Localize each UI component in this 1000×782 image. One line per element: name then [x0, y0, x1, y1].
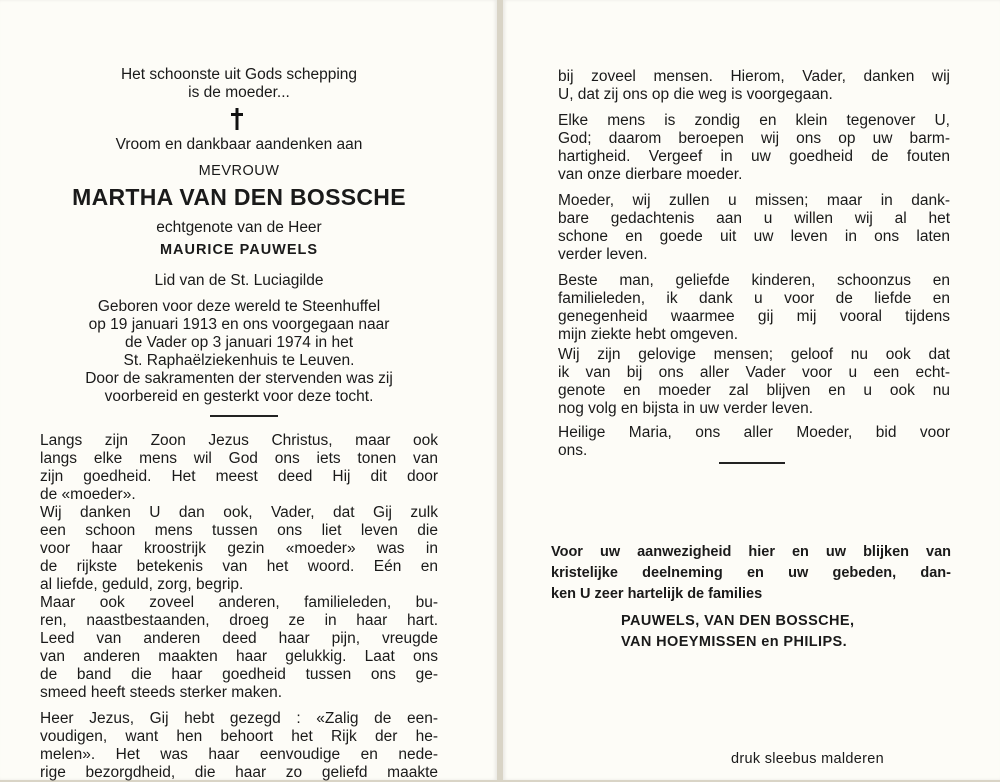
text-line: genegenheid waarmee gij mij vooral tijdens — [558, 308, 950, 325]
bio-line: de Vader op 3 januari 1974 in het — [124, 334, 354, 351]
text-line: melen». Het was haar eenvoudige en nede- — [40, 746, 438, 763]
text-line: Leed van anderen deed haar pijn, vreugde — [40, 630, 438, 647]
text-line: Elke mens is zondig en klein tegenover U, — [558, 112, 950, 129]
text-line: God; daarom beroepen wij ons op uw barm- — [558, 130, 950, 147]
text-line: hartigheid. Vergeef in uw goedheid de fouten — [558, 148, 950, 165]
text-line: van onze dierbare moeder. — [558, 166, 743, 183]
text-line: Beste man, geliefde kinderen, schoonzus en — [558, 272, 950, 289]
deceased-name: MARTHA VAN DEN BOSSCHE — [72, 184, 406, 210]
text-line: genote en moeder zal blijven en u ook nu — [558, 382, 950, 399]
text-line: Maar ook zoveel anderen, familieleden, bu- — [40, 594, 438, 611]
cross-icon — [230, 108, 244, 130]
text-line: Langs zijn Zoon Jezus Christus, maar ook — [40, 432, 438, 449]
bio-line: voorbereid en gesterkt voor deze tocht. — [104, 388, 374, 405]
opening-line: Het schoonste uit Gods schepping — [120, 66, 358, 83]
text-line: ik van bij ons aller Vader voor u een echt- — [558, 364, 950, 381]
text-line: zijn goedheid. Het meest deed Hij dit door — [40, 468, 438, 485]
honorific: MEVROUW — [198, 163, 280, 179]
memory-line: Vroom en dankbaar aandenken aan — [115, 136, 363, 153]
bio-line: op 19 januari 1913 en ons voorgegaan naar — [88, 316, 390, 333]
text-line: Moeder, wij zullen u missen; maar in dank- — [558, 192, 950, 209]
text-line: familieleden, ik dank u voor de liefde en — [558, 290, 950, 307]
text-line: al liefde, geduld, zorg, begrip. — [40, 576, 244, 593]
text-line: voor haar kroostrijk gezin «moeder» was in — [40, 540, 438, 557]
opening-line: is de moeder... — [188, 84, 290, 101]
bio-line: Geboren voor deze wereld te Steenhuffel — [97, 298, 381, 315]
thanks-line: kristelijke deelneming en uw gebeden, dan- — [551, 565, 951, 581]
families-line: PAUWELS, VAN DEN BOSSCHE, — [621, 613, 855, 629]
families-line: VAN HOEYMISSEN en PHILIPS. — [621, 634, 848, 650]
thanks-line: ken U zeer hartelijk de families — [551, 586, 763, 602]
spouse-name: MAURICE PAUWELS — [159, 242, 319, 258]
text-line: een schoon mens tussen ons liet leven die — [40, 522, 438, 539]
text-line: Wij zijn gelovige mensen; geloof nu ook dat — [558, 346, 950, 363]
text-line: U, dat zij ons op die weg is voorgegaan. — [558, 86, 833, 103]
divider — [719, 462, 785, 464]
bio-line: St. Raphaëlziekenhuis te Leuven. — [123, 352, 355, 369]
divider — [210, 415, 278, 417]
spouse-line: echtgenote van de Heer — [156, 219, 322, 236]
text-line: bij zoveel mensen. Hierom, Vader, danken wij — [558, 68, 950, 85]
text-line: Heer Jezus, Gij hebt gezegd : «Zalig de een- — [40, 710, 438, 727]
text-line: schone en goede uit uw leven in ons laten — [558, 228, 950, 245]
text-line: de «moeder». — [40, 486, 136, 503]
text-line: smeed heeft steeds sterker maken. — [40, 684, 283, 701]
text-line: van anderen maakten haar gelukkig. Laat ons — [40, 648, 438, 665]
text-line: rige bezorgdheid, die haar zo geliefd maakte — [40, 764, 438, 781]
thanks-line: Voor uw aanwezigheid hier en uw blijken van — [551, 544, 951, 560]
text-line: de band die haar goedheid tussen ons ge- — [40, 666, 438, 683]
text-line: ons. — [558, 442, 588, 459]
text-line: langs elke mens wil God ons iets tonen van — [40, 450, 438, 467]
printer-credit: druk sleebus malderen — [731, 751, 884, 767]
text-line: verder leven. — [558, 246, 648, 263]
left-page — [0, 0, 497, 780]
text-line: nog volg en bijsta in uw verder leven. — [558, 400, 814, 417]
text-line: Wij danken U dan ook, Vader, dat Gij zulk — [40, 504, 438, 521]
text-line: voudigen, want hen behoort het Rijk der he- — [40, 728, 438, 745]
text-line: Heilige Maria, ons aller Moeder, bid voor — [558, 424, 950, 441]
text-line: ren, naastbestaanden, droeg ze in haar hart. — [40, 612, 438, 629]
guild-line: Lid van de St. Luciagilde — [154, 272, 324, 289]
bio-line: Door de sakramenten der stervenden was zij — [85, 370, 393, 387]
text-line: mijn ziekte hebt omgeven. — [558, 326, 739, 343]
text-line: de rijkste betekenis van het woord. Eén en — [40, 558, 438, 575]
text-line: bare gedachtenis aan u willen wij al het — [558, 210, 950, 227]
right-page — [503, 0, 1000, 780]
